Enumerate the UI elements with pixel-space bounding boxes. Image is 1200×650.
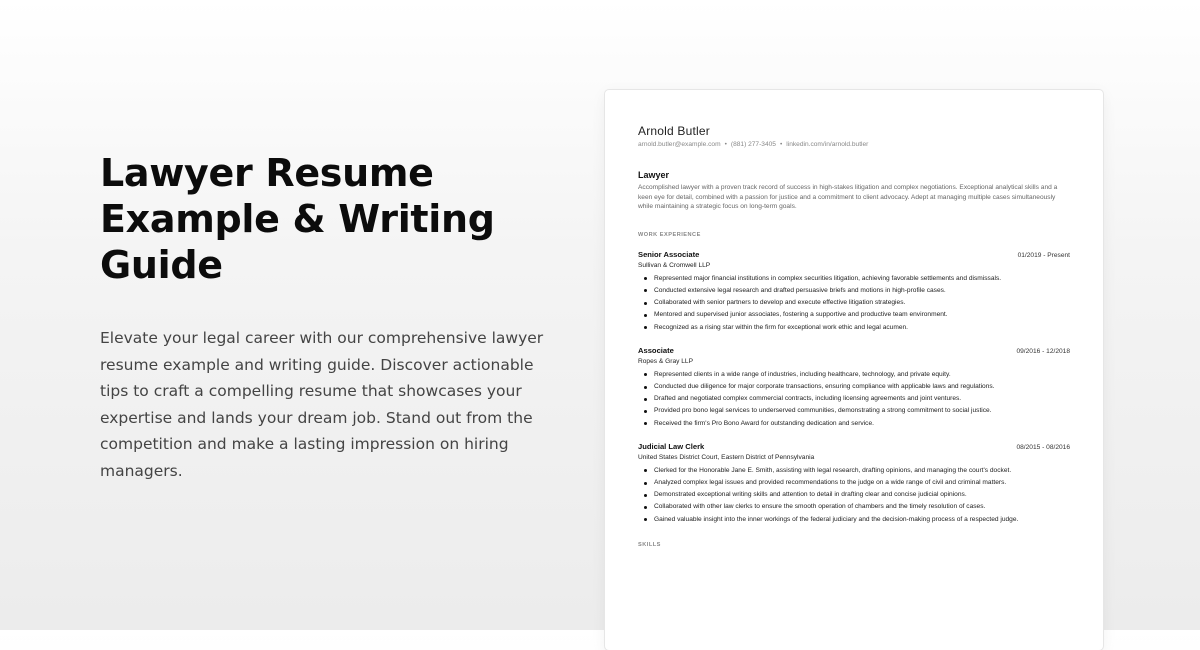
job-bullet: Conducted extensive legal research and drafted persuasive briefs and motions in high-profile cases.	[638, 285, 1070, 297]
job-dates: 09/2016 - 12/2018	[1016, 347, 1070, 355]
resume-content	[638, 124, 1070, 548]
resume-summary: Accomplished lawyer with a proven track record of success in high-stakes litigation and complex negotiations. Exceptional analytical skills and a keen eye for detail, combined with a passion for justice and a commitment to client advocacy. Adept at managing multiple cases simultaneously while maintaining a strategic focus on long-term goals.	[638, 184, 1058, 211]
job-bullet: Recognized as a rising star within the firm for exceptional work ethic and legal acumen.	[638, 322, 1070, 334]
job-bullet: Drafted and negotiated complex commercial contracts, including licensing agreements and joint ventures.	[638, 393, 1070, 405]
resume-contact	[638, 140, 1070, 149]
contact-separator: •	[779, 141, 783, 148]
job-title: Senior Associate	[638, 249, 700, 259]
job-entry	[638, 346, 1070, 430]
job-entry	[638, 442, 1070, 526]
job-bullet: Represented major financial institutions in complex securities litigation, achieving favorable settlements and dismissals.	[638, 273, 1070, 285]
resume-title: Lawyer	[638, 170, 670, 180]
job-bullet: Demonstrated exceptional writing skills and attention to detail in drafting clear and concise judicial opinions.	[638, 489, 1070, 501]
job-title: Associate	[638, 345, 674, 355]
job-bullet: Mentored and supervised junior associates, fostering a supportive and productive team environment.	[638, 309, 1070, 321]
skills-heading: SKILLS	[638, 541, 661, 548]
job-company: United States District Court, Eastern District of Pennsylvania	[638, 453, 815, 461]
job-company: Ropes & Gray LLP	[638, 357, 693, 365]
job-entry	[638, 250, 1070, 334]
resume-name: Arnold Butler	[638, 124, 710, 138]
page-title: Lawyer Resume Example & Writing Guide	[100, 151, 495, 287]
job-bullet: Clerked for the Honorable Jane E. Smith, assisting with legal research, drafting opinions, and managing the court's docket.	[638, 465, 1070, 477]
job-bullet: Provided pro bono legal services to underserved communities, demonstrating a strong commitment to social justice.	[638, 405, 1070, 417]
job-title: Judicial Law Clerk	[638, 441, 705, 451]
resume-email: arnold.butler@example.com	[638, 141, 721, 148]
job-bullet: Collaborated with senior partners to develop and execute effective litigation strategies.	[638, 297, 1070, 309]
job-bullet: Received the firm's Pro Bono Award for outstanding dedication and service.	[638, 418, 1070, 430]
job-company: Sullivan & Cromwell LLP	[638, 261, 711, 269]
work-experience-heading: WORK EXPERIENCE	[638, 231, 701, 238]
resume-phone: (881) 277-3405	[730, 141, 776, 148]
job-bullet: Collaborated with other law clerks to ensure the smooth operation of chambers and the timely resolution of cases.	[638, 501, 1070, 513]
job-dates: 08/2015 - 08/2016	[1016, 443, 1070, 451]
job-dates: 01/2019 - Present	[1017, 251, 1070, 259]
resume-linkedin: linkedin.com/in/arnold.butler	[786, 141, 869, 148]
job-bullet: Gained valuable insight into the inner workings of the federal judiciary and the decision-making process of a respected judge.	[638, 514, 1070, 526]
job-bullet: Represented clients in a wide range of industries, including healthcare, technology, and private equity.	[638, 369, 1070, 381]
job-bullet: Analyzed complex legal issues and provided recommendations to the judge on a wide range of civil and criminal matters.	[638, 477, 1070, 489]
contact-separator: •	[724, 141, 727, 148]
resume-preview	[605, 90, 1103, 650]
intro-paragraph: Elevate your legal career with our comprehensive lawyer resume example and writing guide. Discover actionable tips to craft a compelling resume that showcases your expertise and lands your dream job. Stand out from the competition and make a lasting impression on hiring managers.	[100, 329, 544, 480]
job-bullet: Conducted due diligence for major corporate transactions, ensuring compliance with applicable laws and regulations.	[638, 381, 1070, 393]
